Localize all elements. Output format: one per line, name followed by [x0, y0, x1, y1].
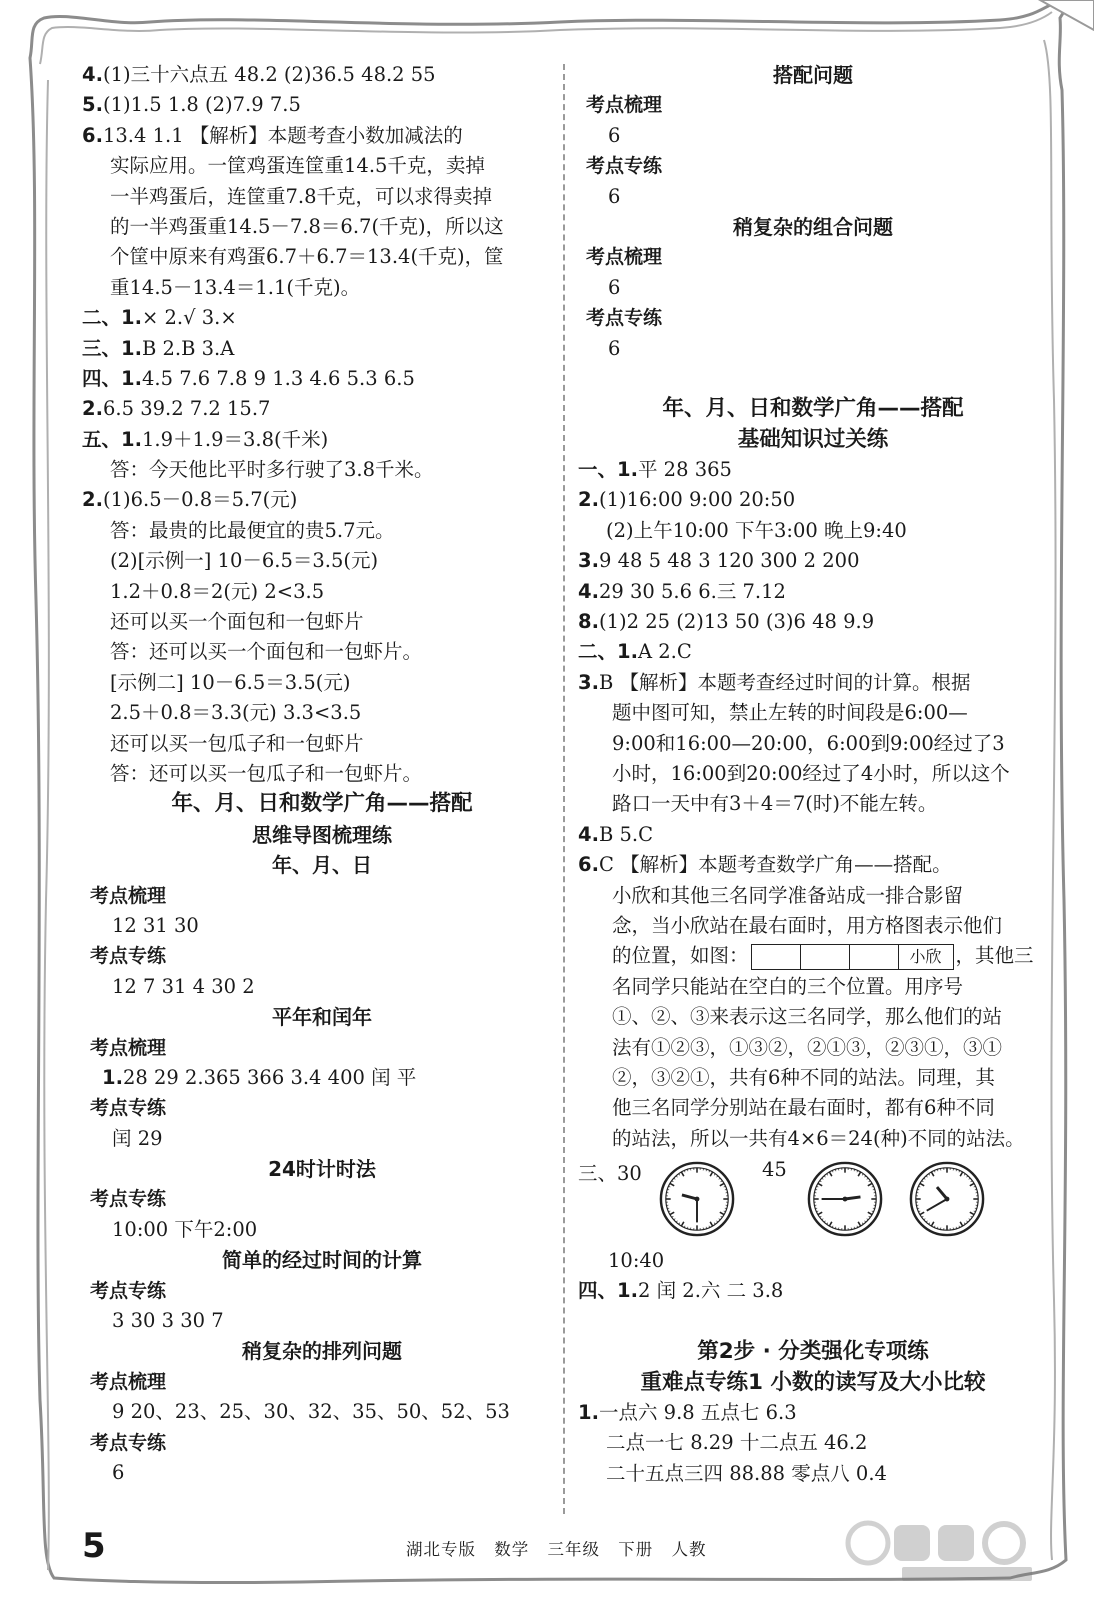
clock-face-icon [658, 1160, 736, 1238]
question-number: 1. [578, 1401, 599, 1425]
answer-line [82, 577, 562, 607]
answer-text: (1)2 25 (2)13 50 (3)6 48 9.9 [598, 610, 875, 634]
answer-values: 10:00 下午2:00 [112, 1217, 258, 1241]
answer-values: 6 [608, 275, 621, 299]
answer-text: 小欣和其他三名同学准备站成一排合影留 [612, 883, 964, 907]
subsection-label: 考点专练 [586, 155, 663, 178]
answer-line [578, 607, 1048, 637]
answer-line [578, 972, 1048, 1002]
subsection-label: 考点专练 [90, 1188, 167, 1211]
question-number: 1. [102, 1065, 123, 1089]
section-heading: 搭配问题 [773, 63, 853, 87]
answer-text: 题中图可知，禁止左转的时间段是6:00— [612, 701, 968, 725]
answer-text: 答：还可以买一包瓜子和一包虾片。 [110, 761, 423, 785]
section-heading: 24时计时法 [268, 1157, 376, 1182]
question-number: 2. [82, 488, 103, 512]
section-heading: 年、月、日和数学广角——搭配 [662, 396, 964, 422]
answer-line-with-diagram [578, 941, 1048, 971]
answer-text: (2)上午10:00 下午3:00 晚上9:40 [606, 518, 907, 542]
answer-text: 2 闰 2.六 二 3.8 [637, 1279, 784, 1303]
answer-values: 3 30 3 30 7 [112, 1309, 224, 1333]
answer-text: 路口一天中有3＋4＝7(时)不能左转。 [612, 792, 938, 816]
answer-text: [示例二] 10－6.5＝3.5(元) [110, 670, 351, 694]
subsection-label: 考点专练 [586, 307, 663, 330]
spacer [578, 1307, 1048, 1337]
section-heading: 稍复杂的组合问题 [733, 214, 893, 239]
answer-line [578, 1276, 1048, 1306]
answer-line [578, 485, 1048, 515]
section-heading: 稍复杂的排列问题 [242, 1339, 402, 1364]
answer-line [82, 759, 562, 789]
section-heading: 简单的经过时间的计算 [222, 1248, 422, 1273]
answer-text: 他三名同学分别站在最右面时，都有6种不同 [612, 1096, 995, 1120]
answer-line [82, 516, 562, 546]
answer-values: 6 [608, 184, 621, 208]
question-number: 五、1. [82, 427, 142, 451]
answer-text: B 2.B 3.A [141, 336, 235, 360]
question-number: 3. [578, 670, 599, 694]
answer-line [578, 1459, 1048, 1489]
question-number: 一、1. [578, 458, 638, 482]
question-number: 四、1. [578, 1279, 638, 1303]
answer-line [82, 729, 562, 759]
answer-line [82, 637, 562, 667]
answer-values: 闰 29 [112, 1126, 163, 1150]
section-heading: 年、月、日和数学广角——搭配 [171, 791, 473, 817]
answer-text: 重14.5－13.4＝1.1(千克)。 [110, 275, 361, 299]
answer-line [82, 364, 562, 394]
watermark-logo [842, 1515, 1054, 1585]
answer-values: 6 [608, 336, 621, 360]
question-number: 三、1. [82, 336, 142, 360]
answer-line [578, 881, 1048, 911]
answer-line [82, 607, 562, 637]
clock-answer-label: 三、30 [578, 1162, 642, 1186]
answer-line [578, 789, 1048, 819]
answer-line [82, 485, 562, 515]
answer-text: A 2.C [637, 640, 692, 664]
spacer [578, 364, 1048, 394]
answer-line [578, 455, 1048, 485]
question-number: 6. [82, 123, 103, 147]
answer-text: × 2.√ 3.× [141, 306, 237, 330]
clock-answer-label: 10:40 [608, 1249, 665, 1273]
column-divider [563, 64, 565, 1514]
answer-text: (2)[示例一] 10－6.5＝3.5(元) [110, 549, 379, 573]
answer-text: 二点一七 8.29 十二点五 46.2 [606, 1431, 868, 1455]
grid-cell-empty [801, 945, 850, 969]
clock-face-icon [806, 1160, 884, 1238]
answer-line [82, 121, 562, 151]
answer-line [82, 303, 562, 333]
answer-text: 2.5＋0.8＝3.3(元) 3.3<3.5 [110, 701, 362, 725]
question-number: 四、1. [82, 366, 142, 390]
book-info: 湖北专版 数学 三年级 下册 人教 [406, 1540, 707, 1559]
answer-text: 平 28 365 [637, 458, 732, 482]
answer-values: 6 [112, 1460, 125, 1484]
answer-text: ①、②、③来表示这三名同学，那么他们的站 [612, 1005, 1003, 1029]
answer-text: 一点六 9.8 五点七 6.3 [598, 1401, 797, 1425]
subsection-label: 考点梳理 [586, 94, 663, 117]
answer-text: 9:00和16:00—20:00，6:00到9:00经过了3 [612, 731, 1005, 755]
grid-cell-empty [752, 945, 801, 969]
question-number: 3. [578, 549, 599, 573]
answer-line [82, 151, 562, 181]
answer-line [82, 425, 562, 455]
answer-line [578, 820, 1048, 850]
answer-text: B 【解析】本题考查经过时间的计算。根据 [598, 670, 971, 694]
answer-line [578, 911, 1048, 941]
answer-line [578, 668, 1048, 698]
answer-line [578, 1093, 1048, 1123]
subsection-label: 考点专练 [90, 1431, 167, 1454]
answer-line [82, 334, 562, 364]
subsection-label: 考点梳理 [90, 1370, 167, 1393]
answer-line [82, 1063, 562, 1093]
question-number: 二、1. [578, 640, 638, 664]
question-number: 2. [82, 397, 103, 421]
question-number: 4. [578, 822, 599, 846]
answer-text: 法有①②③，①③②，②①③，②③①，③① [612, 1035, 1003, 1059]
clock-face-icon [908, 1160, 986, 1238]
answer-line [578, 1002, 1048, 1032]
answer-text: 答：最贵的比最便宜的贵5.7元。 [110, 518, 395, 542]
subsection-label: 考点专练 [90, 1097, 167, 1120]
answer-line [82, 60, 562, 90]
answer-text: 实际应用。一筐鸡蛋连筐重14.5千克，卖掉 [110, 154, 485, 178]
question-number: 6. [578, 853, 599, 877]
clock-answer-label: 45 [762, 1158, 787, 1182]
right-column [578, 60, 1048, 1489]
answer-text: 9 48 5 48 3 120 300 2 200 [598, 549, 860, 573]
answer-line [578, 546, 1048, 576]
answer-values: 9 20、23、25、30、32、35、50、52、53 [112, 1400, 510, 1424]
answer-text: B 5.C [598, 822, 654, 846]
section-heading: 重难点专练1 小数的读写及大小比较 [640, 1369, 986, 1395]
answer-text: 答：还可以买一个面包和一包虾片。 [110, 640, 423, 664]
answer-text: 13.4 1.1 【解析】本题考查小数加减法的 [102, 123, 463, 147]
answer-line [578, 516, 1048, 546]
question-number: 二、1. [82, 306, 142, 330]
question-number: 5. [82, 93, 103, 117]
answer-text: 个筐中原来有鸡蛋6.7＋6.7＝13.4(千克)，筐 [110, 245, 504, 269]
position-grid-diagram [751, 944, 954, 970]
answer-line [82, 182, 562, 212]
question-number: 8. [578, 610, 599, 634]
question-number: 4. [82, 63, 103, 86]
clock-answers [578, 1154, 1048, 1246]
answer-text: C 【解析】本题考查数学广角——搭配。 [598, 853, 952, 877]
answer-line [82, 455, 562, 485]
subsection-label: 考点梳理 [586, 246, 663, 269]
answer-text: 4.5 7.6 7.8 9 1.3 4.6 5.3 6.5 [141, 366, 415, 390]
answer-text: 小时，16:00到20:00经过了4小时，所以这个 [612, 761, 1010, 785]
answer-text: 29 30 5.6 6.三 7.12 [598, 579, 786, 603]
answer-text: 6.5 39.2 7.2 15.7 [102, 397, 271, 421]
answer-text: 还可以买一个面包和一包虾片 [110, 610, 364, 634]
answer-line [578, 1063, 1048, 1093]
answer-text: (1)6.5－0.8＝5.7(元) [102, 488, 298, 512]
answer-text: 二十五点三四 88.88 零点八 0.4 [606, 1461, 887, 1485]
page-number: 5 [82, 1526, 106, 1566]
answer-line [578, 637, 1048, 667]
answer-line [82, 394, 562, 424]
answer-text: 一半鸡蛋后，连筐重7.8千克，可以求得卖掉 [110, 184, 493, 208]
answer-line [82, 698, 562, 728]
answer-values: 12 7 31 4 30 2 [112, 974, 255, 998]
answer-line [578, 1398, 1048, 1428]
answer-line [82, 90, 562, 120]
answer-line [578, 1428, 1048, 1458]
answer-text: 1.9＋1.9＝3.8(千米) [141, 427, 329, 451]
answer-values: 6 [608, 123, 621, 147]
grid-cell-empty [850, 945, 899, 969]
answer-line [578, 577, 1048, 607]
answer-line [578, 759, 1048, 789]
answer-line [578, 729, 1048, 759]
answer-text: ，其他三 [955, 944, 1034, 968]
answer-line [82, 668, 562, 698]
subsection-label: 考点专练 [90, 945, 167, 968]
left-column [82, 60, 562, 1488]
answer-values: 12 31 30 [112, 913, 199, 937]
answer-text: (1)16:00 9:00 20:50 [598, 488, 796, 512]
subsection-label: 考点梳理 [90, 884, 167, 907]
answer-text: 28 29 2.365 366 3.4 400 闰 平 [122, 1065, 417, 1089]
question-number: 4. [578, 579, 599, 603]
answer-text: (1)1.5 1.8 (2)7.9 7.5 [102, 93, 301, 117]
answer-text: 念，当小欣站在最右面时，用方格图表示他们 [612, 913, 1003, 937]
question-number: 2. [578, 488, 599, 512]
answer-text: (1)三十六点五 48.2 (2)36.5 48.2 55 [102, 63, 436, 86]
answer-text: 1.2＋0.8＝2(元) 2<3.5 [110, 579, 325, 603]
section-heading: 第2步 · 分类强化专项练 [697, 1339, 929, 1365]
answer-line [82, 546, 562, 576]
answer-line [578, 850, 1048, 880]
answer-line [578, 698, 1048, 728]
section-heading: 基础知识过关练 [737, 426, 889, 452]
answer-line [578, 1033, 1048, 1063]
answer-text: ②，③②①，共有6种不同的站法。同理，其 [612, 1065, 995, 1089]
answer-line [82, 273, 562, 303]
answer-text: 名同学只能站在空白的三个位置。用序号 [612, 974, 964, 998]
answer-text: 答：今天他比平时多行驶了3.8千米。 [110, 458, 434, 482]
answer-line [578, 1124, 1048, 1154]
section-heading: 思维导图梳理练 [252, 822, 392, 847]
subsection-label: 考点专练 [90, 1279, 167, 1302]
answer-text: 的位置，如图： [612, 944, 749, 968]
section-heading: 平年和闰年 [272, 1005, 372, 1030]
section-heading: 年、月、日 [272, 853, 372, 878]
answer-text: 还可以买一包瓜子和一包虾片 [110, 731, 364, 755]
subsection-label: 考点梳理 [90, 1036, 167, 1059]
answer-text: 的站法，所以一共有4×6＝24(种)不同的站法。 [612, 1126, 1025, 1150]
grid-cell-label: 小欣 [909, 946, 942, 966]
answer-line [82, 212, 562, 242]
answer-line [82, 242, 562, 272]
answer-text: 的一半鸡蛋重14.5－7.8＝6.7(千克)，所以这 [110, 214, 504, 238]
